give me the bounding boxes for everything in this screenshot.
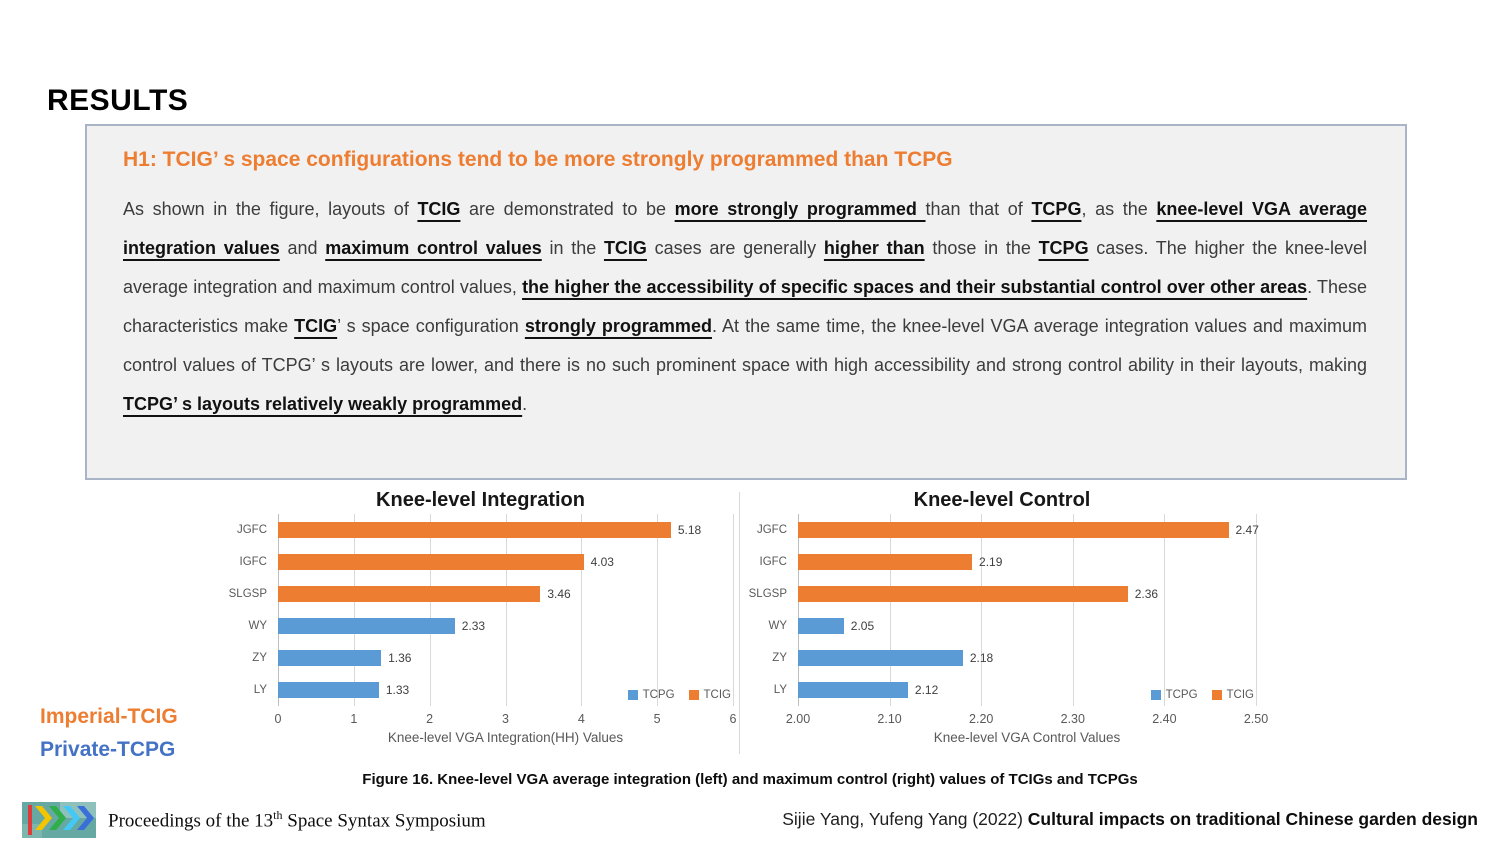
bar-value-label: 2.36 [1134, 587, 1159, 601]
bar-value-label: 5.18 [677, 523, 702, 537]
x-axis-label: Knee-level VGA Control Values [933, 730, 1121, 745]
gridline [1256, 514, 1257, 706]
legend-item-tcpg [628, 689, 675, 701]
series-key [40, 700, 178, 766]
emphasized-text: knee-level VGA average integration values [123, 199, 1368, 258]
chart-legend [628, 689, 731, 701]
category-label-slgsp: SLGSP [228, 588, 267, 600]
proceedings-suffix: Space Syntax Symposium [282, 810, 486, 832]
bar-value-label: 2.18 [969, 651, 994, 665]
axis-tick-label: 0 [274, 712, 282, 726]
category-label-slgsp: SLGSP [748, 588, 787, 600]
bar-value-label: 1.36 [388, 651, 412, 665]
category-label-wy: WY [248, 620, 267, 632]
legend-label: TCPG [1165, 689, 1198, 701]
legend-item-tcig [689, 689, 731, 701]
x-axis-ticks [274, 706, 737, 730]
chart-title-integration: Knee-level Integration [376, 489, 585, 511]
bar-row [278, 514, 733, 546]
bar-igfc [798, 554, 972, 570]
body-text: ’ s space configuration [337, 316, 525, 336]
bar-wy [278, 618, 455, 634]
axis-tick-label: 6 [729, 712, 737, 726]
emphasized-text: TCPG [1038, 238, 1089, 258]
chart-title-control: Knee-level Control [913, 489, 1091, 511]
plot-area [798, 514, 1259, 706]
category-label-zy: ZY [772, 652, 787, 664]
category-label-ly: LY [253, 684, 267, 696]
bar-value-label: 2.33 [461, 619, 486, 633]
bar-row [798, 610, 1256, 642]
body-text: and [279, 238, 326, 258]
body-text: cases. The higher the knee-level average integration and maximum control values, [123, 238, 1367, 297]
axis-tick-label: 2.00 [785, 712, 811, 726]
bar-row [798, 642, 1256, 674]
x-axis-label: Knee-level VGA Integration(HH) Values [387, 730, 624, 745]
bar-row [278, 642, 733, 674]
body-text: . These characteristics make [123, 277, 1367, 336]
axis-tick-label: 2 [426, 712, 434, 726]
axis-tick-label: 2.20 [969, 712, 994, 726]
axis-tick-label: 5 [653, 712, 661, 726]
hypothesis-heading: H1: TCIG’ s space configurations tend to be more strongly programmed than TCPG [123, 148, 953, 171]
emphasized-text: more strongly programmed [674, 199, 926, 219]
imperial-tcig-label: Imperial-TCIG [40, 705, 178, 728]
bar-jgfc [278, 522, 671, 538]
bar-value-label: 2.05 [850, 619, 875, 633]
legend-swatch [628, 690, 638, 700]
control-chart [748, 486, 1269, 745]
legend-swatch [689, 690, 699, 700]
emphasized-text: maximum control values [325, 238, 542, 258]
category-label-jgfc: JGFC [756, 524, 787, 536]
bar-ly [798, 682, 908, 698]
legend-label: TCIG [703, 689, 731, 701]
chart-body [228, 514, 733, 706]
bar-zy [278, 650, 381, 666]
bar-ly [278, 682, 379, 698]
bar-value-label: 2.19 [979, 555, 1003, 569]
bar-row [278, 546, 733, 578]
bar-row [798, 514, 1259, 546]
chart-legend [1151, 689, 1254, 701]
body-text: are demonstrated to be [460, 199, 675, 219]
legend-item-tcig [1212, 689, 1254, 701]
category-axis [748, 514, 798, 706]
bar-value-label: 2.12 [914, 683, 939, 697]
emphasized-text: the higher the accessibility of specific spaces and their substantial control over other areas [522, 277, 1308, 297]
axis-tick-label: 2.50 [1243, 712, 1269, 726]
category-label-igfc: IGFC [759, 556, 787, 568]
bar-row [278, 578, 733, 610]
body-text: in the [541, 238, 604, 258]
space-syntax-symposium-logo [22, 802, 96, 838]
hypothesis-paragraph [123, 190, 1367, 424]
bar-slgsp [278, 586, 540, 602]
axis-tick-label: 1 [350, 712, 358, 726]
bar-row [798, 546, 1256, 578]
citation-text [782, 809, 1478, 830]
citation-authors: Sijie Yang, Yufeng Yang (2022) [782, 809, 1028, 829]
private-tcpg-label: Private-TCPG [40, 738, 176, 761]
category-label-jgfc: JGFC [236, 524, 267, 536]
bar-row [798, 578, 1256, 610]
legend-item-tcpg [1151, 689, 1198, 701]
bar-wy [798, 618, 844, 634]
body-text: than that of [925, 199, 1032, 219]
bar-slgsp [798, 586, 1128, 602]
legend-label: TCPG [642, 689, 675, 701]
hypothesis-box [85, 124, 1407, 480]
body-text: those in the [924, 238, 1039, 258]
bar-value-label: 2.47 [1235, 523, 1259, 537]
bar-igfc [278, 554, 584, 570]
emphasized-text: strongly programmed [524, 316, 712, 336]
emphasized-text: TCIG [603, 238, 647, 258]
ordinal-superscript: th [273, 808, 283, 822]
legend-swatch [1212, 690, 1222, 700]
bar-row [278, 610, 733, 642]
axis-tick-label: 2.40 [1152, 712, 1177, 726]
bar-zy [798, 650, 963, 666]
axis-tick-label: 2.30 [1060, 712, 1085, 726]
bar-jgfc [798, 522, 1229, 538]
emphasized-text: TCPG’ s layouts relatively weakly programmed [123, 394, 523, 414]
gridline [733, 514, 734, 706]
bar-value-label: 1.33 [385, 683, 410, 697]
proceedings-text [108, 808, 486, 832]
x-axis-ticks [785, 706, 1269, 730]
category-axis [228, 514, 278, 706]
plot-area [278, 514, 733, 706]
proceedings-prefix: Proceedings of the 13 [108, 810, 274, 832]
chart-body [748, 514, 1259, 706]
integration-chart [228, 486, 737, 745]
emphasized-text: TCIG [294, 316, 338, 336]
body-text: As shown in the figure, layouts of [123, 199, 418, 219]
axis-tick-label: 4 [577, 712, 585, 726]
body-text: cases are generally [646, 238, 824, 258]
category-label-igfc: IGFC [239, 556, 267, 568]
category-label-wy: WY [768, 620, 787, 632]
emphasized-text: higher than [823, 238, 925, 258]
figure-caption: Figure 16. Knee-level VGA average integration (left) and maximum control (right) values of TCIGs and TCPGs [362, 771, 1138, 788]
emphasized-text: TCIG [417, 199, 461, 219]
axis-tick-label: 3 [502, 712, 509, 726]
footer [0, 796, 1478, 844]
page-title: RESULTS [47, 84, 189, 118]
legend-swatch [1151, 690, 1161, 700]
body-text: , as the [1081, 199, 1157, 219]
citation-paper-title: Cultural impacts on traditional Chinese garden design [1027, 809, 1478, 829]
bar-value-label: 4.03 [590, 555, 614, 569]
chart-divider [739, 492, 740, 754]
body-text: . [522, 394, 528, 414]
bar-value-label: 3.46 [547, 587, 571, 601]
legend-label: TCIG [1226, 689, 1254, 701]
emphasized-text: TCPG [1031, 199, 1082, 219]
category-label-ly: LY [773, 684, 787, 696]
axis-tick-label: 2.10 [877, 712, 902, 726]
body-text: . At the same time, the knee-level VGA average integration values and maximum control values of TCPG’ s layouts are lower, and there is no such prominent space with high accessibility and strong control ability in their layouts, making [123, 316, 1367, 375]
category-label-zy: ZY [252, 652, 267, 664]
